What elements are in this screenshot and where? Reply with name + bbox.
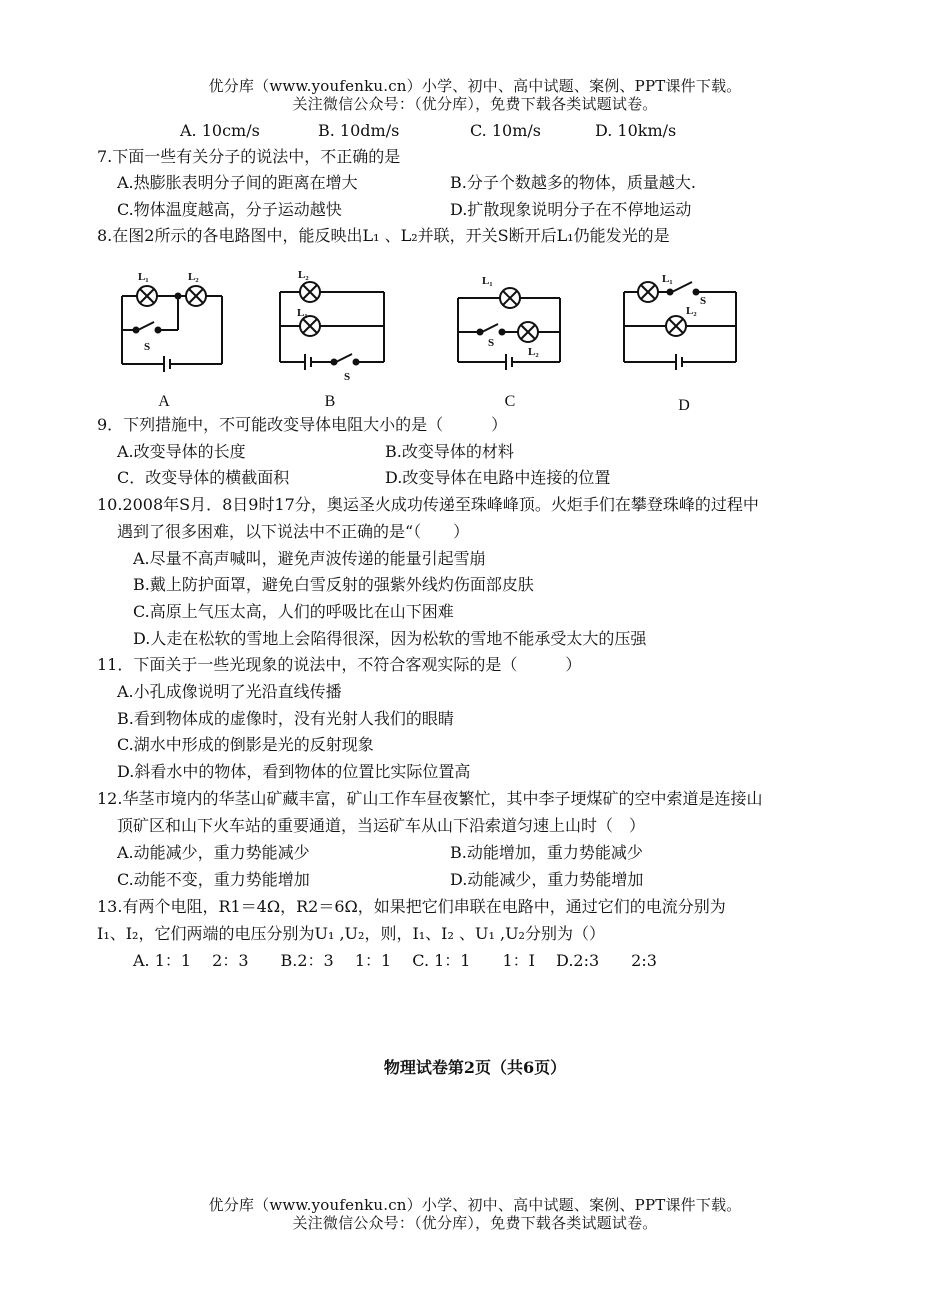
circuit-d-l2-label: L₂ [686,305,697,317]
circuit-b-l2-label: L₂ [298,269,309,281]
circuit-d-switch-label: S [700,295,707,307]
q11-option-d: D.斜看水中的物体，看到物体的位置比实际位置高 [117,762,471,781]
circuit-b-caption: B [324,393,336,410]
q11-stem: 11．下面关于一些光现象的说法中，不符合客观实际的是（ ） [97,655,582,674]
q12-stem-line-2: 顶矿区和山下火车站的重要通道，当运矿车从山下沿索道匀速上山时（ ） [117,816,646,835]
q10-option-a: A.尽量不高声喊叫，避免声波传递的能量引起雪崩 [133,549,486,568]
q6-option-a: A. 10cm/s [180,121,260,140]
circuit-b-switch-label: S [344,371,351,383]
q12-option-d: D.动能减少，重力势能增加 [450,870,644,889]
q10-option-c: C.高原上气压太高，人们的呼吸比在山下困难 [133,602,454,621]
q13-stem-line-2: I₁、I₂，它们两端的电压分别为U₁ ,U₂，则，I₁、I₂ 、U₁ ,U₂分别为（） [97,924,605,943]
circuit-b-l1-label: L₁ [297,307,308,319]
circuit-b [280,282,384,370]
header-line-1: 优分库（www.youfenku.cn）小学、初中、高中试题、案例、PPT课件下载。 [208,77,742,95]
q6-option-c: C. 10m/s [470,121,541,140]
q9-option-d: D.改变导体在电路中连接的位置 [385,468,611,487]
q7-option-c: C.物体温度越高，分子运动越快 [117,200,342,219]
circuit-a-l1-label: L₁ [138,271,149,283]
q7-option-b: B.分子个数越多的物体，质量越大. [450,173,696,192]
circuit-d-l1-label: L₁ [662,273,673,285]
circuit-d-caption: D [678,397,690,414]
q7-option-a: A.热膨胀表明分子间的距离在增大 [117,173,358,192]
circuit-c-l2-label: L₂ [528,346,539,358]
circuit-c-caption: C [504,393,516,410]
circuit-c-switch-label: S [488,337,495,349]
q12-option-b: B.动能增加，重力势能减少 [450,843,643,862]
header-line-2: 关注微信公众号：（优分库），免费下载各类试题试卷。 [292,95,658,113]
q9-option-a: A.改变导体的长度 [117,442,246,461]
q8-stem: 8.在图2所示的各电路图中，能反映出L₁ 、L₂并联，开关S断开后L₁仍能发光的是 [97,226,670,245]
q13-stem-line-1: 13.有两个电阻，R1＝4Ω，R2＝6Ω，如果把它们串联在电路中，通过它们的电流分别为 [97,897,726,916]
q9-option-b: B.改变导体的材料 [385,442,514,461]
circuit-diagrams-figure [100,262,860,422]
circuit-a [122,286,222,372]
circuit-a-switch-label: S [144,341,151,353]
circuit-d [624,282,736,370]
circuit-c [458,288,560,370]
q12-option-a: A.动能减少，重力势能减少 [117,843,310,862]
circuit-a-l2-label: L₂ [188,271,199,283]
q9-option-c: C．改变导体的横截面积 [117,468,290,487]
q12-stem-line-1: 12.华茎市境内的华茎山矿藏丰富，矿山工作车昼夜繁忙，其中李子埂煤矿的空中索道是连接山 [97,789,763,808]
page-footer: 物理试卷第2页（共6页） [383,1058,567,1077]
q10-stem-line-1: 10.2008年S月．8日9时17分，奥运圣火成功传递至珠峰峰顶。火炬手们在攀登珠峰的过程中 [97,495,759,514]
q9-stem: 9．下列措施中，不可能改变导体电阻大小的是（ ） [97,415,508,434]
q11-option-a: A.小孔成像说明了光沿直线传播 [117,682,342,701]
bottom-header-line-2: 关注微信公众号：（优分库），免费下载各类试题试卷。 [292,1214,658,1232]
q12-option-c: C.动能不变，重力势能增加 [117,870,310,889]
q10-stem-line-2: 遇到了很多困难，以下说法中不正确的是“（ ） [117,522,470,541]
bottom-header-line-1: 优分库（www.youfenku.cn）小学、初中、高中试题、案例、PPT课件下载。 [208,1196,742,1214]
circuit-c-l1-label: L₁ [482,275,493,287]
q11-option-b: B.看到物体成的虚像时，没有光射人我们的眼睛 [117,709,454,728]
q10-option-d: D.人走在松软的雪地上会陷得很深，因为松软的雪地不能承受太大的压强 [133,629,647,648]
q7-option-d: D.扩散现象说明分子在不停地运动 [450,200,692,219]
q10-option-b: B.戴上防护面罩，避免白雪反射的强紫外线灼伤面部皮肤 [133,575,534,594]
circuit-a-caption: A [158,393,170,410]
q13-options: A. 1：1 2：3 B.2：3 1：1 C. 1：1 1：I D.2:3 2:3 [133,951,657,970]
q6-option-d: D. 10km/s [595,121,677,140]
q11-option-c: C.湖水中形成的倒影是光的反射现象 [117,735,374,754]
q6-option-b: B. 10dm/s [318,121,400,140]
q7-stem: 7.下面一些有关分子的说法中，不正确的是 [97,147,401,166]
